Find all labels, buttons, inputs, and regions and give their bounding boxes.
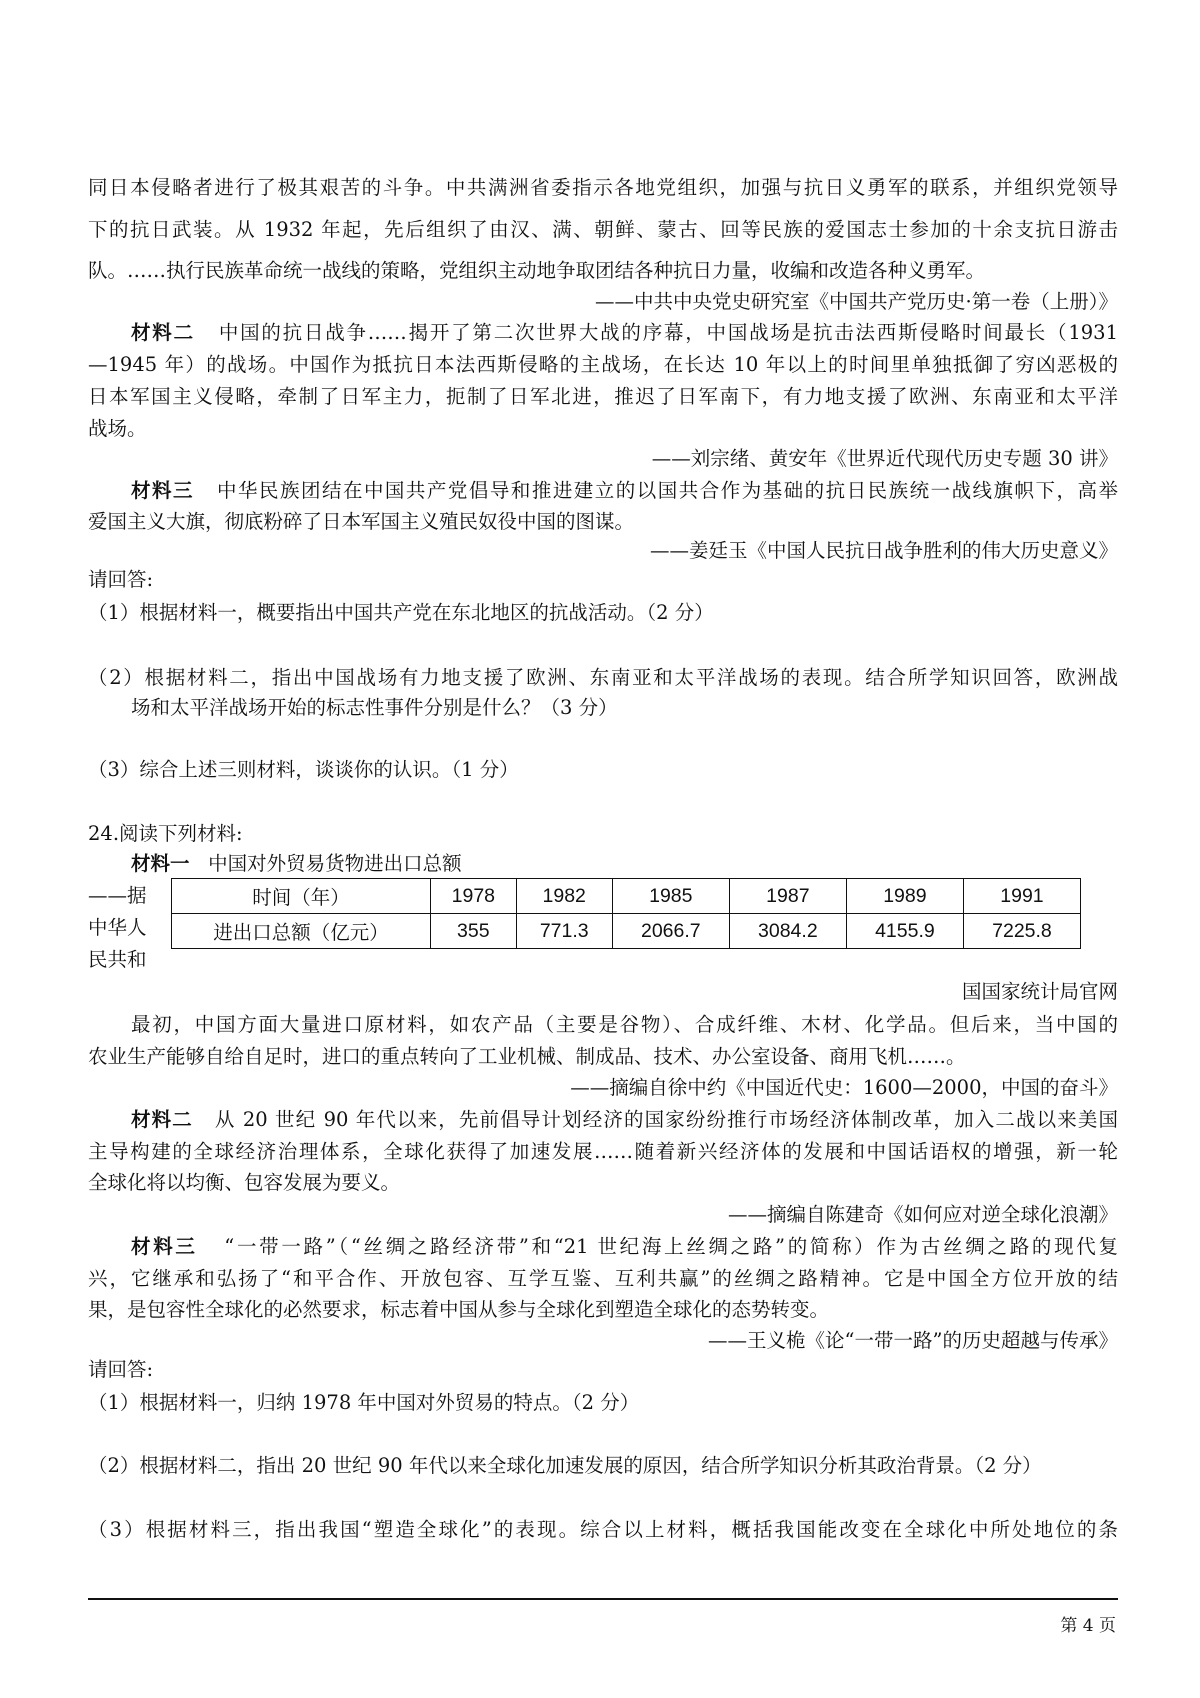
question-3: （3）综合上述三则材料，谈谈你的认识。（1 分） <box>88 758 519 781</box>
material2-label: 材料二 <box>131 321 195 344</box>
material2-text1: 中国的抗日战争……揭开了第二次世界大战的序幕，中国战场是抗击法西斯侵略时间最长（1931 <box>218 321 1118 344</box>
side-source-1: ——据 <box>88 884 147 907</box>
page-number: 第 4 页 <box>1060 1616 1116 1636</box>
q24-material2-line3: 全球化将以均衡、包容发展为要义。 <box>88 1171 401 1194</box>
q24-material3-line1 <box>131 1235 1118 1259</box>
q24-question-3: （3）根据材料三，指出我国“塑造全球化”的表现。综合以上材料，概括我国能改变在全球化中所处地位的条 <box>88 1518 1118 1541</box>
footer-divider <box>88 1598 1118 1600</box>
m1-para-source: ——摘编自徐中约《中国近代史：1600—2000，中国的奋斗》 <box>570 1076 1118 1099</box>
table-value: 4155.9 <box>846 914 963 949</box>
q24-material2-source: ——摘编自陈建奇《如何应对逆全球化浪潮》 <box>727 1203 1118 1226</box>
q24-material3-text1: “一带一路”（“丝绸之路经济带”和“21 世纪海上丝绸之路”的简称）作为古丝绸之路的现代复 <box>224 1235 1118 1258</box>
table-year: 1985 <box>612 879 729 914</box>
material2-source: ——刘宗绪、黄安年《世界近代现代历史专题 30 讲》 <box>651 447 1118 470</box>
m1-para-line2: 农业生产能够自给自足时，进口的重点转向了工业机械、制成品、技术、办公室设备、商用飞机……。 <box>88 1045 966 1068</box>
material3-line1 <box>131 479 1118 503</box>
material3-source: ——姜廷玉《中国人民抗日战争胜利的伟大历史意义》 <box>649 539 1118 562</box>
question-2-line2: 场和太平洋战场开始的标志性事件分别是什么？（3 分） <box>131 696 618 719</box>
table-row <box>172 914 1081 949</box>
q24-material1-title: 中国对外贸易货物进出口总额 <box>208 852 462 875</box>
material2-line3: 日本军国主义侵略，牵制了日军主力，扼制了日军北进，推迟了日军南下，有力地支援了欧洲、东南亚和太平洋 <box>88 385 1118 408</box>
table-value: 771.3 <box>516 914 612 949</box>
q24-material3-line3: 果，是包容性全球化的必然要求，标志着中国从参与全球化到塑造全球化的态势转变。 <box>88 1298 830 1321</box>
q24-material3-source: ——王义桅《论“一带一路”的历史超越与传承》 <box>708 1329 1118 1352</box>
material3-label: 材料三 <box>131 479 194 502</box>
q24-material2-line2: 主导构建的全球经济治理体系，全球化获得了加速发展……随着新兴经济体的发展和中国话语权的增强，新一轮 <box>88 1140 1118 1163</box>
table-year: 1982 <box>516 879 612 914</box>
side-source-3: 民共和 <box>88 948 147 971</box>
material2-line2: —1945 年）的战场。中国作为抵抗日本法西斯侵略的主战场，在长达 10 年以上的时间里单独抵御了穷凶恶极的 <box>88 353 1118 376</box>
q24-material3-line2: 兴，它继承和弘扬了“和平合作、开放包容、互学互鉴、互利共赢”的丝绸之路精神。它是中国全方位开放的结 <box>88 1267 1118 1290</box>
table-header-label: 时间（年） <box>172 879 431 914</box>
table-row-label: 进出口总额（亿元） <box>172 914 431 949</box>
q24-material2-line1 <box>131 1108 1118 1132</box>
q24-question-1: （1）根据材料一，归纳 1978 年中国对外贸易的特点。（2 分） <box>88 1391 640 1414</box>
material2-line1 <box>131 321 1118 345</box>
table-value: 7225.8 <box>963 914 1080 949</box>
material2-line4: 战场。 <box>88 417 147 440</box>
table-value: 355 <box>431 914 517 949</box>
para1-line2: 下的抗日武装。从 1932 年起，先后组织了由汉、满、朝鲜、蒙古、回等民族的爱国志士参加的十余支抗日游击 <box>88 218 1118 241</box>
question-1: （1）根据材料一，概要指出中国共产党在东北地区的抗战活动。（2 分） <box>88 601 714 624</box>
question-2-line1: （2）根据材料二，指出中国战场有力地支援了欧洲、东南亚和太平洋战场的表现。结合所学知识回答，欧洲战 <box>88 666 1118 689</box>
table-year: 1987 <box>729 879 846 914</box>
para1-source: ——中共中央党史研究室《中国共产党历史·第一卷（上册）》 <box>595 290 1118 313</box>
trade-table <box>171 878 1081 949</box>
q24-material2-text1: 从 20 世纪 90 年代以来，先前倡导计划经济的国家纷纷推行市场经济体制改革，加入二战以来美国 <box>214 1108 1118 1131</box>
answer-prompt-2: 请回答: <box>88 1358 154 1381</box>
side-source-2: 中华人 <box>88 916 147 939</box>
table-year: 1989 <box>846 879 963 914</box>
para1-line3: 队。……执行民族革命统一战线的策略，党组织主动地争取团结各种抗日力量，收编和改造各种义勇军。 <box>88 259 986 282</box>
material3-text1: 中华民族团结在中国共产党倡导和推进建立的以国共合作为基础的抗日民族统一战线旗帜下，高举 <box>217 479 1118 502</box>
q24-material2-label: 材料二 <box>131 1108 193 1131</box>
table-value: 2066.7 <box>612 914 729 949</box>
para1-line1: 同日本侵略者进行了极其艰苦的斗争。中共满洲省委指示各地党组织，加强与抗日义勇军的联系，并组织党领导 <box>88 176 1118 199</box>
q24-material1-label: 材料一 <box>131 852 190 875</box>
table-value: 3084.2 <box>729 914 846 949</box>
q24-material1-heading <box>131 852 1118 876</box>
table-header-row <box>172 879 1081 914</box>
q24-heading: 24.阅读下列材料: <box>88 822 243 845</box>
source-continuation: 国国家统计局官网 <box>961 980 1118 1003</box>
answer-prompt-1: 请回答: <box>88 568 154 591</box>
table-year: 1978 <box>431 879 517 914</box>
q24-question-2: （2）根据材料二，指出 20 世纪 90 年代以来全球化加速发展的原因，结合所学知识分析其政治背景。（2 分） <box>88 1454 1042 1477</box>
table-year: 1991 <box>963 879 1080 914</box>
q24-material3-label: 材料三 <box>131 1235 198 1258</box>
m1-para-line1: 最初，中国方面大量进口原材料，如农产品（主要是谷物）、合成纤维、木材、化学品。但后来，当中国的 <box>131 1013 1118 1036</box>
material3-line2: 爱国主义大旗，彻底粉碎了日本军国主义殖民奴役中国的图谋。 <box>88 510 635 533</box>
